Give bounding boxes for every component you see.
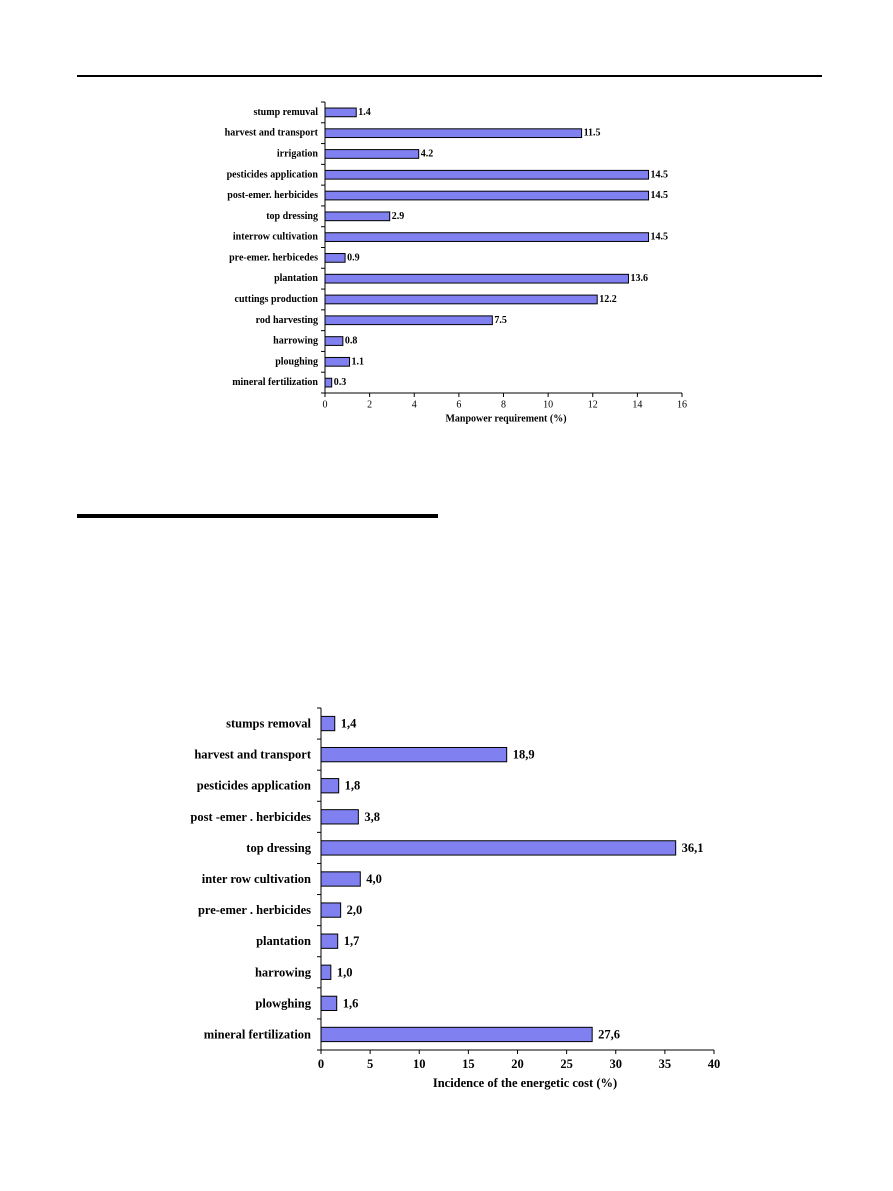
bar-6 <box>325 233 649 242</box>
category-label: stump remuval <box>253 106 318 118</box>
category-label: interrow cultivation <box>232 231 318 243</box>
value-label: 14.5 <box>650 169 669 181</box>
value-label: 1,7 <box>343 934 360 949</box>
category-label: mineral fertilization <box>203 1027 311 1042</box>
bar-9 <box>325 295 597 304</box>
value-label: 1.1 <box>351 356 365 368</box>
x-axis-title: Incidence of the energetic cost (%) <box>432 1075 618 1090</box>
manpower-requirement-chart <box>0 95 893 440</box>
category-label: irrigation <box>276 148 318 160</box>
category-label: pesticides application <box>226 169 318 181</box>
bar-4 <box>325 191 649 200</box>
category-label: rod harvesting <box>255 314 318 326</box>
value-label: 11.5 <box>583 127 601 139</box>
value-label: 3,8 <box>364 809 380 824</box>
x-tick-label: 30 <box>609 1056 622 1071</box>
category-label: pre-emer . herbicides <box>197 903 311 918</box>
value-label: 36,1 <box>681 840 704 855</box>
bar-3 <box>325 170 649 179</box>
bar-12 <box>325 357 350 366</box>
x-tick-label: 5 <box>367 1056 374 1071</box>
value-label: 14.5 <box>650 231 669 243</box>
value-label: 0.9 <box>347 252 360 264</box>
category-label: harvest and transport <box>224 127 318 139</box>
category-label: top dressing <box>246 840 311 855</box>
category-label: cuttings production <box>234 293 318 305</box>
bar-0 <box>321 716 335 730</box>
x-tick-label: 40 <box>707 1056 721 1071</box>
bar-5 <box>325 212 390 221</box>
value-label: 2.9 <box>391 210 405 222</box>
bar-9 <box>321 996 337 1010</box>
value-label: 1,4 <box>340 716 357 731</box>
x-tick-label: 10 <box>413 1056 426 1071</box>
x-tick-label: 6 <box>456 399 462 411</box>
value-label: 7.5 <box>494 314 507 326</box>
category-label: harvest and transport <box>194 747 311 762</box>
bar-2 <box>325 150 419 159</box>
value-label: 13.6 <box>630 273 648 285</box>
x-tick-label: 25 <box>560 1056 573 1071</box>
x-tick-label: 15 <box>462 1056 475 1071</box>
x-tick-label: 4 <box>411 399 417 411</box>
value-label: 1.4 <box>358 106 371 118</box>
x-tick-label: 0 <box>322 399 328 411</box>
value-label: 4.2 <box>420 148 434 160</box>
value-label: 0.8 <box>344 335 358 347</box>
category-label: plowghing <box>255 996 311 1011</box>
value-label: 2,0 <box>346 903 363 918</box>
energetic-cost-chart <box>0 705 893 1105</box>
category-label: ploughing <box>275 356 318 368</box>
category-label: harrowing <box>273 335 318 347</box>
x-tick-label: 8 <box>501 399 506 411</box>
category-label: inter row cultivation <box>201 872 311 886</box>
value-label: 4,0 <box>366 872 382 886</box>
category-label: top dressing <box>266 210 318 222</box>
x-tick-label: 10 <box>543 399 554 411</box>
x-tick-label: 0 <box>317 1056 325 1071</box>
value-label: 0.3 <box>333 377 347 389</box>
bar-6 <box>321 903 341 917</box>
bar-0 <box>325 108 356 117</box>
bar-3 <box>321 810 358 824</box>
bar-1 <box>325 129 582 138</box>
x-tick-label: 35 <box>658 1056 672 1071</box>
bar-13 <box>325 378 332 387</box>
value-label: 12.2 <box>599 293 617 305</box>
value-label: 1,0 <box>336 965 353 980</box>
value-label: 18,9 <box>512 747 535 762</box>
bar-7 <box>321 934 338 948</box>
value-label: 1,6 <box>342 996 359 1011</box>
bar-8 <box>321 965 331 979</box>
page-header-rule <box>77 75 822 77</box>
category-label: pre-emer. herbicedes <box>229 252 318 264</box>
bar-10 <box>321 1027 592 1041</box>
category-label: post -emer . herbicides <box>190 809 311 824</box>
x-tick-label: 16 <box>677 399 687 411</box>
bar-5 <box>321 872 360 886</box>
category-label: stumps removal <box>226 716 311 731</box>
value-label: 1,8 <box>344 778 361 793</box>
category-label: mineral fertilization <box>232 377 318 389</box>
bar-2 <box>321 779 339 793</box>
category-label: harrowing <box>254 965 311 980</box>
bar-1 <box>321 747 507 761</box>
bar-11 <box>325 337 343 346</box>
x-tick-label: 14 <box>632 399 643 411</box>
bar-8 <box>325 274 628 283</box>
category-label: plantation <box>274 273 318 285</box>
x-tick-label: 2 <box>367 399 373 411</box>
category-label: post-emer. herbicides <box>227 190 318 202</box>
x-tick-label: 12 <box>587 399 598 411</box>
value-label: 27,6 <box>598 1027 621 1042</box>
x-tick-label: 20 <box>511 1056 524 1071</box>
bar-7 <box>325 254 345 263</box>
value-label: 14.5 <box>650 190 669 202</box>
bar-4 <box>321 841 676 855</box>
x-axis-title: Manpower requirement (%) <box>445 413 567 425</box>
bar-10 <box>325 316 492 325</box>
category-label: plantation <box>256 934 311 949</box>
section-divider-rule <box>77 514 438 518</box>
category-label: pesticides application <box>196 778 311 793</box>
